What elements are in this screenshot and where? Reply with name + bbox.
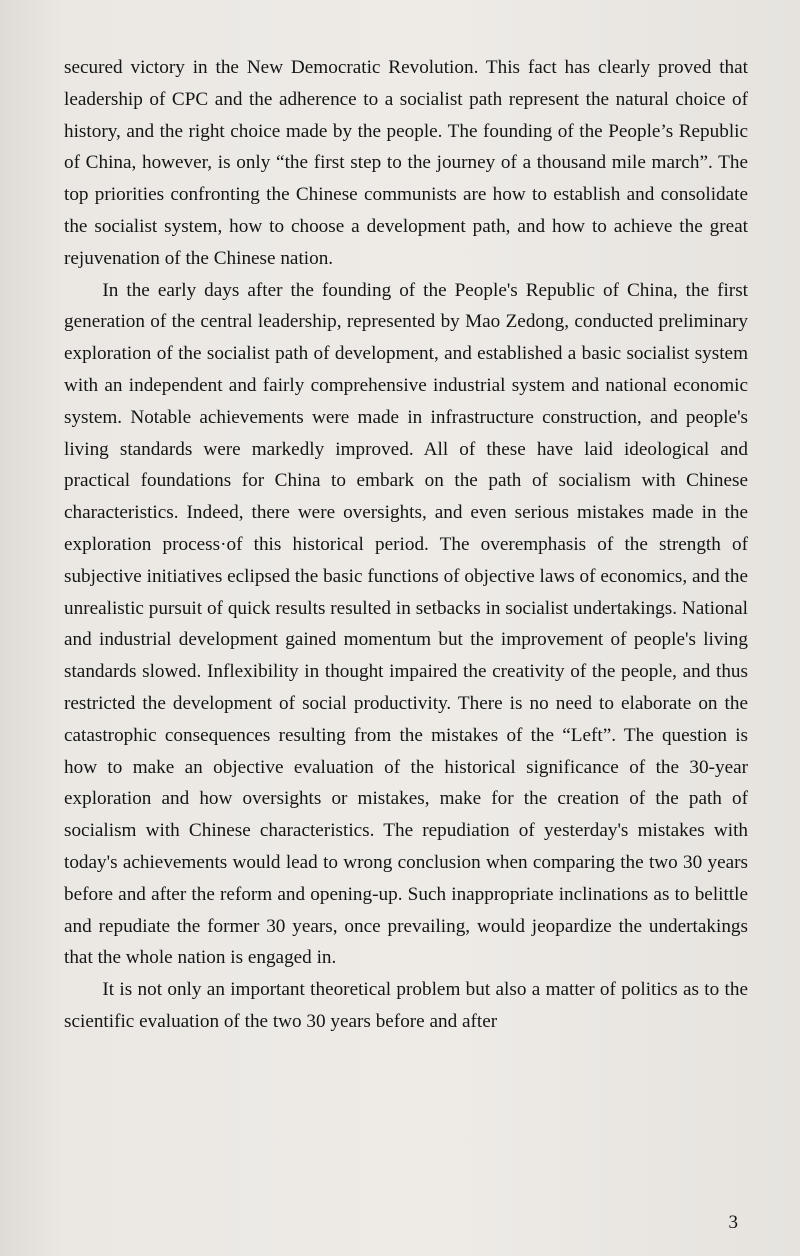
page-number: 3 <box>728 1212 738 1233</box>
paragraph-opening-continuation: secured victory in the New Democratic Revolution. This fact has clearly proved that leadership of CPC and the adherence to a socialist path represent the natural choice of history, and the right choice made by the people. The founding of the People’s Republic of China, however, is only “the first step to the journey of a thousand mile march”. The top priorities confronting the Chinese communists are how to establish and consolidate the socialist system, how to choose a development path, and how to achieve the great rejuvenation of the Chinese nation. <box>64 57 748 269</box>
paragraph-early-days: In the early days after the founding of the People's Republic of China, the first generation of the central leadership, represented by Mao Zedong, conducted preliminary exploration of the socialist path of development, and established a basic socialist system with an independent and fairly comprehensive industrial system and national economic system. Notable achievements were made in infrastructure construction, and people's living standards were markedly improved. All of these have laid ideological and practical foundations for China to embark on the path of socialism with Chinese characteristics. Indeed, there were oversights, and even serious mistakes made in the exploration process·of this historical period. The overemphasis of the strength of subjective initiatives eclipsed the basic functions of objective laws of economics, and the unrealistic pursuit of quick results resulted in setbacks in socialist undertakings. National and industrial development gained momentum but the improvement of people's living standards slowed. Inflexibility in thought impaired the creativity of the people, and thus restricted the development of social productivity. There is no need to elaborate on the catastrophic consequences resulting from the mistakes of the “Left”. The question is how to make an objective evaluation of the historical significance of the 30-year exploration and how oversights or mistakes, make for the creation of the path of socialism with Chinese characteristics. The repudiation of yesterday's mistakes with today's achievements would lead to wrong conclusion when comparing the two 30 years before and after the reform and opening-up. Such inappropriate inclinations as to belittle and repudiate the former 30 years, once prevailing, would jeopardize the undertakings that the whole nation is engaged in. <box>64 279 748 969</box>
paragraph-scientific-evaluation: It is not only an important theoretical problem but also a matter of politics as to the scientific evaluation of the two 30 years before and after <box>64 979 748 1032</box>
